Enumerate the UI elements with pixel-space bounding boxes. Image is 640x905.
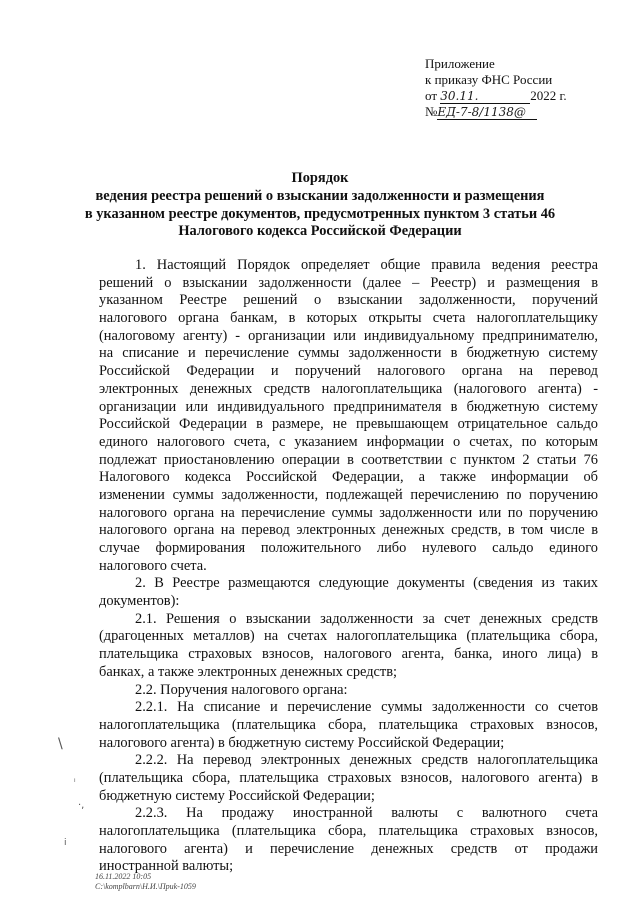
appendix-order-ref: к приказу ФНС России [425,72,553,87]
number-handwritten: ЕД-7-8/1138@ [437,105,526,119]
text-line: налогового органа банкам, в которых открыты счета налогоплательщику [99,310,598,327]
title-line-1: Порядок [291,170,349,186]
text-line: Налогового кодекса Российской Федерации, а также информации об [99,469,598,486]
title-line-3: в указанном реестре документов, предусмотренных пунктом 3 статьи 46 [84,206,556,222]
text-line: 2.2.1. На списание и перечисление суммы задолженности со счетов [135,699,598,716]
appendix-number [425,104,625,120]
text-line: Российской Федерации в размере, не превышающем отрицательное сальдо [99,416,598,433]
paragraph-2-2-3 [99,805,598,876]
title-line-2: ведения реестра решений о взыскании задолженности и размещения [95,188,545,204]
number-prefix: № [425,104,438,119]
date-handwritten: 30.11. [440,89,479,103]
text-line: случае формирования положительного либо нулевого сальдо единого [99,540,598,556]
text-line: 2.2.3. На продажу иностранной валюты с валютного счета [135,805,598,822]
text-line: 2. В Реестре размещаются следующие документы (сведения из таких [135,575,598,592]
text-line: 2.2. Поручения налогового органа: [135,681,348,698]
text-line: (плательщика сбора, плательщика страховых взносов, налогового агента) в [99,769,598,786]
body-text [99,257,598,876]
paragraph-2-1 [99,611,598,682]
scan-dot-icon: ·, [78,800,85,811]
date-suffix: 2022 г. [530,88,567,103]
text-line: электронных денежных средств налогоплательщика (налогового агента) - [99,380,598,397]
footer-timestamp: 16.11.2022 10:05 [95,872,152,881]
appendix-label: Приложение [425,56,495,71]
text-line: (налоговому агенту) - организации или индивидуальному предпринимателю, [99,327,598,344]
text-line: налогового агента) в бюджетную систему Российской Федерации; [99,734,505,751]
text-line: 2.2.2. На перевод электронных денежных средств налогоплательщика [135,752,598,769]
text-line: плательщика страховых взносов, налогового агента, банка, иного лица) в [99,646,598,663]
text-line: 2.1. Решения о взыскании задолженности за счет денежных средств [135,610,598,627]
text-line: налогоплательщика (плательщика сбора, плательщика страховых взносов, [99,823,598,839]
paragraph-1 [99,257,598,575]
scan-dot-icon: ⅰ [64,838,67,848]
paragraph-2-2-1 [99,699,598,752]
number-underline [437,105,537,120]
date-prefix: от [425,88,438,103]
text-line: налогового органа на перевод электронных денежных средств, в том числе в [99,522,598,539]
file-footer [95,872,196,892]
text-line: указанном Реестре решений о взыскании задолженности, поручений [99,292,598,309]
text-line: Российской Федерации и поручений налогового органа на перевод [99,363,598,380]
text-line: иностранной валюты; [99,858,234,875]
text-line: документов): [99,593,180,610]
text-line: налогового органа на перечисление суммы задолженности или по поручению [99,504,598,521]
text-line: 1. Настоящий Порядок определяет общие правила ведения реестра [135,257,598,273]
text-line: налогоплательщика (плательщика сбора, плательщика страховых взносов, [99,716,598,733]
appendix-date [425,88,625,104]
scan-dot-icon: ⁱ [74,778,76,788]
text-line: решений о взыскании задолженности (далее – Реестр) и размещения в [99,274,598,291]
paragraph-2 [99,575,598,610]
text-line: (драгоценных металлов) на счетах налогоплательщика (плательщика сбора, [99,628,598,645]
text-line: налогового агента) и перечисление денежных средств от продажи [99,840,598,857]
text-line: налогового счета. [99,557,207,574]
title-line-4: Налогового кодекса Российской Федерации [178,223,462,239]
paragraph-2-2-2 [99,752,598,805]
text-line: на списание и перечисление суммы задолженности в бюджетную систему [99,345,598,362]
text-line: единого налогового счета, с указанием информации о счетах, по которым [99,433,598,450]
footer-path: C:\komplbarn\Н.И.\Приk-1059 [95,882,196,891]
text-line: организации или индивидуального предпринимателя в бюджетную систему [99,398,598,415]
paragraph-2-2 [99,682,598,700]
text-line: подлежат приостановлению операции в соответствии с пунктом 2 статьи 76 [99,451,598,468]
appendix-block [425,56,625,120]
date-underline [440,89,530,104]
text-line: банках, а также электронных денежных средств; [99,663,398,680]
text-line: изменении суммы задолженности, подлежащей перечислению по поручению [99,486,598,503]
scan-mark-icon: \ [58,736,63,752]
text-line: бюджетную систему Российской Федерации; [99,787,375,804]
